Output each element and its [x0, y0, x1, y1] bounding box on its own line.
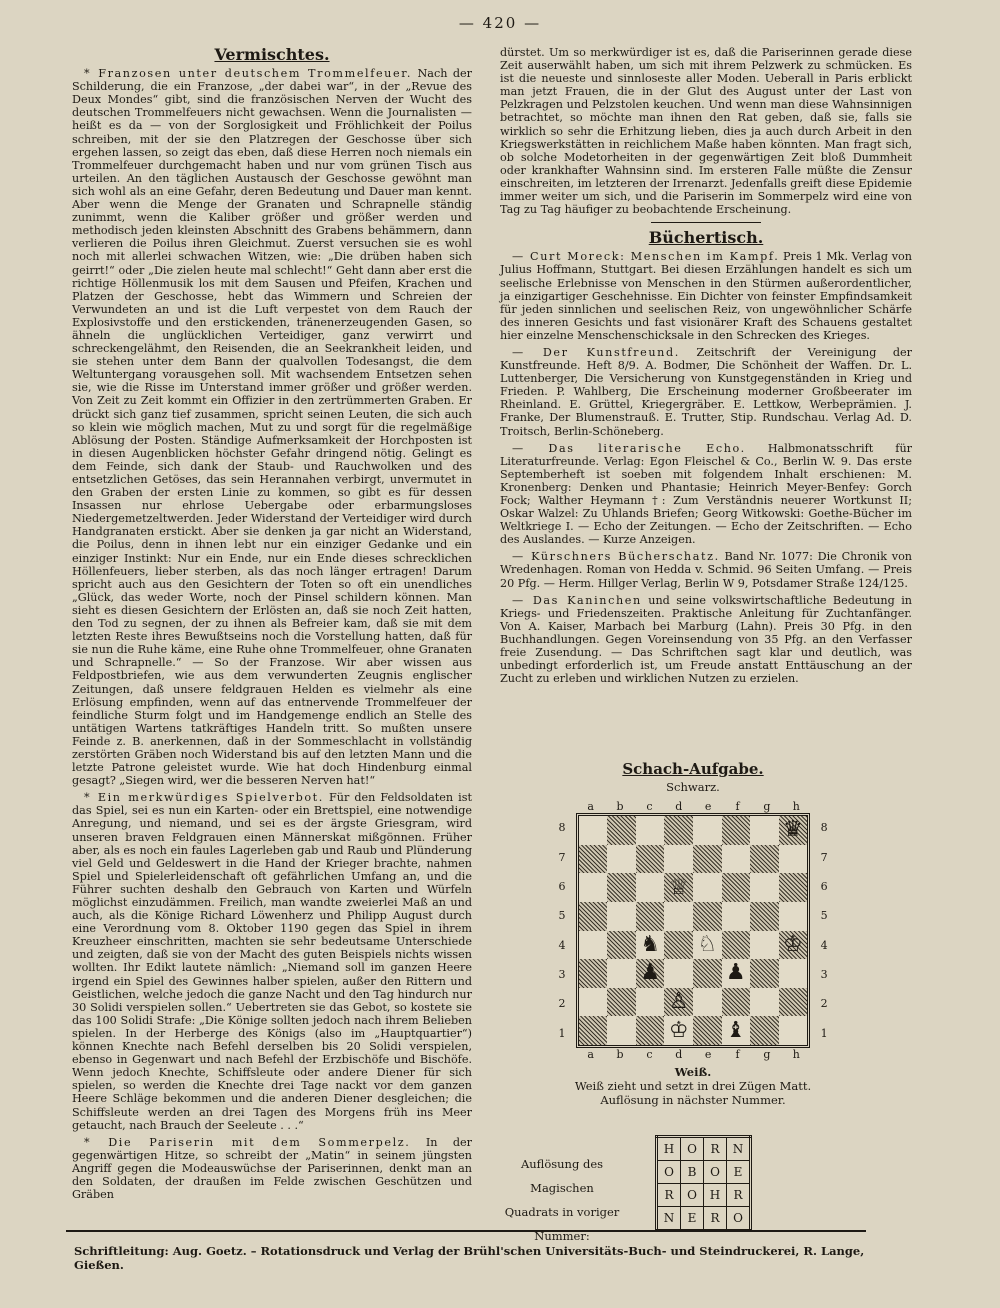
board-square: [779, 816, 808, 845]
rank-label: 7: [820, 850, 828, 864]
section-heading-vermischtes: Vermischtes.: [214, 45, 330, 64]
magic-cell: O: [727, 1207, 751, 1231]
chess-problem: [548, 760, 838, 1107]
rank-labels-left: [548, 813, 576, 1048]
magic-cell: E: [681, 1207, 704, 1231]
board-square: [779, 845, 808, 874]
article-lead: * Franzosen unter deutschem Trommelfeuer.: [84, 67, 413, 81]
rank-label: 3: [820, 968, 828, 982]
board-square: [750, 816, 779, 845]
board-square: [607, 816, 636, 845]
board-square: [750, 873, 779, 902]
article-text: In der gegenwärtigen Hitze, so schreibt der „Matin“ in seinem jüngsten Angriff gegen die Modeauswüchse der Pariserinnen, denkt man an den Soldaten, der draußen im Felde zwischen Geschützen und Gräben: [72, 1135, 473, 1202]
board-square: [607, 1016, 636, 1045]
book-text: Preis 1 Mk. Verlag von Julius Hoffmann, Stuttgart. Bei diesen Erzählungen handelt es sich um seelische Erlebnisse von Menschen in den Stürmen außerordentlicher, ja einzigartiger Geschehnisse. Ein Dichter von feinster Empfindsamkeit für jeden sinnlichen und seelischen Reiz, von ungewöhnlicher Schärfe des inneren Gesichts und fast visionärer Kraft des Schauens gestaltet hier einzelne Menschenschicksale in den Schrecken des Krieges.: [500, 250, 912, 342]
file-labels-bottom: [576, 1048, 811, 1061]
book-review: [500, 594, 912, 686]
page-number: — 420 —: [458, 14, 542, 32]
book-text: Halbmonatsschrift für Literaturfreunde. Verlag: Egon Fleischel & Co., Berlin W. 9. Das erste Septemberheft ist soeben mit folgendem Inhalt erschienen: M. Kronenberg: Denken und Phantasie; Heinrich Meyer-Benfey: Gorch Fock; Walther Heymann †: Zum Verständnis neuerer Wortkunst II; Oskar Walzel: Zu Uhlands Briefen; Georg Witkowski: Goethe-Bücher im Weltkriege I. — Echo der Zeitungen. — Echo der Zeitschriften. — Echo des Auslandes. — Kurze Anzeigen.: [500, 441, 912, 547]
board-square: [664, 1016, 693, 1045]
board-square: [636, 873, 665, 902]
book-lead: — Der Kunstfreund.: [512, 345, 680, 359]
board-square: [579, 988, 608, 1017]
board-square: [664, 931, 693, 960]
board-square: [779, 959, 808, 988]
magic-label-line: Quadrats in voriger: [504, 1205, 620, 1219]
article-lead: * Die Pariserin mit dem Sommerpelz.: [84, 1135, 411, 1149]
file-label: e: [704, 800, 712, 813]
magic-row: [657, 1161, 751, 1184]
chess-piece: ♟: [725, 960, 746, 986]
board-square: [750, 959, 779, 988]
board-square: [579, 816, 608, 845]
magic-square-grid: [655, 1135, 752, 1232]
rank-label: 2: [820, 997, 828, 1011]
board-square: [607, 845, 636, 874]
board-square: [579, 902, 608, 931]
board-square: [693, 931, 722, 960]
board-square: [607, 959, 636, 988]
chess-piece: ♝: [725, 1017, 746, 1043]
article-text: Nach der Schilderung, die ein Franzose, „der dabei war“, in der „Revue des Deux Mondes“ gibt, sind die französischen Nerven der Wucht des deutschen Trommelfeuers nicht gewachsen. Wenn die Journalisten — heißt es da — von der Sorglosigkeit und Fröhlichkeit der Poilus schreiben, mit der sie den Platzregen der Geschosse über sich ergehen lassen, so zeigt das eben, daß diese Herren noch niemals ein Trommelfeuer durchgemacht haben und nur vom grünen Tisch aus urteilen. An den täglichen Austausch der Geschosse gewöhnt man sich wohl als an eine Gefahr, deren Bedeutung und Dauer man kennt. Aber wenn die Menge der Granaten und Schrapnelle ständig zunimmt, wenn die Kaliber größer und größer werden und methodisch jeden kleinsten Abschnitt des Grabens behämmern, dann verlieren die Poilus ihren Gleichmut. Zuerst versuchen sie es wohl noch mit allerlei schwachen Witzen, wie: „Die drüben haben sich geirrt!“ oder „Die zielen heute mal schlecht!“ Geht dann aber erst die richtige Höllenmusik los mit dem Sausen und Pfeifen, Krachen und Platzen der Geschosse, hebt das Wimmern und Schreien der Verwundeten an und ist die Luft verpestet von dem Rauch der Explosivstoffe und den erstickenden, tränenerzeugenden Gasen, so ähneln die unglücklichen Verteidiger, ganz verwirrt und schreckengelähmt, den Reisenden, die an Seekrankheit leiden, und sie stehen unter dem Bann der qualvollen Todesangst, die dem Weltuntergang vorausgehen soll. Mit wachsendem Entsetzen sehen sie, wie die Risse im Unterstand immer größer und größer werden. Von Zeit zu Zeit kommt ein Offizier in den zertrümmerten Graben. Er drückt sich ganz tief zusammen, spricht seinen Leuten, die sich auch so klein wie möglich machen, Mut zu und sorgt für die regelmäßige Ablösung der Posten. Ständige Aufmerksamkeit der Horchposten ist in diesen Augenblicken höchster Gefahr dringend nötig. Gelingt es dem Feinde, sich dank der Staub- und Rauchwolken und des entsetzlichen Getöses, das sein Herannahen verbirgt, unvermutet in den Graben der ersten Linie zu kommen, so gibt es für dessen Insassen nur ehrlose Uebergabe oder erbarmungsloses Niedergemetzeltwerden. Jeder Widerstand der Verteidiger wird durch Handgranaten erstickt. Aber sie denken ja gar nicht an Widerstand, die Poilus, denn in ihnen lebt nur ein einziger Gedanke und ein einziger Instinkt: Nur ein Ende, nur ein Ende dieses schrecklichen Höllenfeuers, lieber sterben, als das noch länger ertragen! Darum spricht auch aus den Gesichtern der Toten so oft ein unendliches „Glück, das weder Worte, noch der Pinsel schildern können. Man sieht es diesen Gesichtern der Erlösten an, daß sie noch Zeit hatten, den Tod zu segnen, der zu ihnen als Befreier kam, daß sie mit dem letzten Reste ihres Bewußtseins noch die Vorstellung hatten, daß für sie nun die Ruhe käme, eine Ruhe ohne Trommelfeuer, ohne Granaten und Schrapnelle.“ — So der Franzose. Wir aber wissen aus Feldpostbriefen, wie aus dem verwunderten Zeugnis englischer Zeitungen, daß unsere feldgrauen Helden es vielmehr als eine Erlösung empfinden, wenn auf das entnervende Trommelfeuer der feindliche Sturm folgt und im Handgemenge endlich an Stelle des untätigen Wartens tatkräftiges Handeln tritt. So mußten unsere Feinde z. B. anerkennen, daß in der Sommeschlacht in vollständig zerstörten Gräben noch Widerstand bis auf den letzten Mann und die letzte Patrone geleistet wurde. Wie hat doch Hindenburg einmal gesagt? „Siegen wird, wer die besseren Nerven hat!“: [72, 67, 472, 788]
chess-piece: ♙: [668, 989, 689, 1015]
board-square: [779, 902, 808, 931]
book-review: [500, 346, 912, 438]
board-square: [750, 931, 779, 960]
rank-label: 6: [558, 879, 566, 893]
board-square: [779, 988, 808, 1017]
board-square: [693, 988, 722, 1017]
rank-label: 8: [558, 821, 566, 835]
board-square: [579, 931, 608, 960]
chess-piece: ♔: [668, 1017, 689, 1043]
file-label: b: [616, 800, 624, 813]
magic-cell: R: [704, 1207, 727, 1231]
file-label: h: [792, 800, 800, 813]
board-square: [636, 988, 665, 1017]
board-square: [636, 1016, 665, 1045]
magic-cell: N: [657, 1207, 681, 1231]
board-square: [722, 931, 751, 960]
article-lead: * Ein merkwürdiges Spielverbot.: [84, 791, 324, 805]
board-square: [579, 1016, 608, 1045]
board-square: [722, 902, 751, 931]
chess-piece: ♞: [640, 931, 661, 957]
board-wrap: [548, 813, 838, 1048]
file-label: c: [646, 800, 653, 813]
book-lead: — Das Kaninchen: [512, 593, 642, 607]
board-square: [579, 845, 608, 874]
file-label: g: [763, 800, 771, 813]
board-square: [693, 959, 722, 988]
file-label: d: [675, 800, 683, 813]
magic-cell: N: [727, 1137, 751, 1161]
rank-label: 4: [820, 938, 828, 952]
magic-cell: R: [657, 1184, 681, 1207]
board-square: [664, 988, 693, 1017]
board-square: [636, 845, 665, 874]
file-label: a: [587, 800, 594, 813]
board-square: [722, 959, 751, 988]
file-label: d: [675, 1048, 683, 1061]
file-label: a: [587, 1048, 594, 1061]
section-heading-buechertisch: Büchertisch.: [648, 228, 764, 248]
chess-side-white: Weiß.: [674, 1065, 712, 1079]
board-square: [607, 931, 636, 960]
board-square: [722, 988, 751, 1017]
file-label: f: [735, 1048, 740, 1061]
file-label: e: [704, 1048, 712, 1061]
left-column: [72, 46, 472, 1226]
magic-cell: O: [704, 1161, 727, 1184]
board-square: [636, 816, 665, 845]
magic-cell: E: [727, 1161, 751, 1184]
magic-cell: R: [704, 1137, 727, 1161]
chess-piece: ♔: [782, 931, 803, 957]
magic-label-line: Auflösung des Magischen: [520, 1157, 604, 1195]
board-square: [664, 816, 693, 845]
right-column: [500, 46, 913, 686]
rank-label: 5: [820, 909, 828, 923]
magic-cell: H: [704, 1184, 727, 1207]
board-square: [722, 845, 751, 874]
chess-board: [576, 813, 810, 1048]
chess-title: Schach-Aufgabe.: [622, 760, 764, 778]
rank-label: 8: [820, 821, 828, 835]
board-square: [779, 1016, 808, 1045]
magic-cell: O: [681, 1184, 704, 1207]
rank-label: 1: [558, 1026, 566, 1040]
board-square: [579, 959, 608, 988]
board-square: [664, 845, 693, 874]
magic-row: [657, 1207, 751, 1231]
article-paragraph: [72, 67, 472, 787]
magic-cell: B: [681, 1161, 704, 1184]
article-text: Für den Feldsoldaten ist das Spiel, sei es nun ein Karten- oder ein Brettspiel, eine notwendige Anregung, und niemand, und sei es der ärgste Griesgram, wird unseren braven Feldgrauen einen Männerskat mißgönnen. Früher aber, als es noch ein faules Lagerleben gab und Raub und Plünderung viel Geld und Geldeswert in die Hand der Krieger brachte, nahmen Spiel und Spielerleidenschaft oft gefährlichen Umfang an, und die Führer suchten deshalb den Gebrauch von Karten und Würfeln möglichst einzudämmen. Freilich, man wandte zweierlei Maß an und auch, als die Könige Richard Löwenherz und Philipp August durch eine Verordnung vom 8. Oktober 1190 gegen das Spiel in ihrem Kreuzheer einschritten, machten sie sehr bedeutsame Unterschiede und zeigten, daß sie von der Macht des guten Beispiels nichts wissen wollten. Ihr Edikt lautete nämlich: „Niemand soll im ganzen Heere irgend ein Spiel des Gewinnes halber spielen, außer den Rittern und Geistlichen, welche jedoch die ganze Nacht und den Tag hindurch nur 30 Solidi verspielen sollen.“ Uebertreten sie das Gebot, so kostete sie das 100 Solidi Strafe: „Die Könige sollten jedoch nach ihrem Belieben spielen. In der Herberge des Königs (also im „Hauptquartier“) können Knechte nach Befehl derselben bis 20 Solidi verspielen, ebenso in Gegenwart und nach Befehl der Erzbischöfe und Bischöfe. Wenn jedoch Knechte, Schiffsleute oder andere Diener für sich spielen, so werden die Knechte drei Tage nackt vor dem ganzen Heere Schläge bekommen und die anderen Diener desgleichen; die Schiffsleute werden an drei Tagen des Morgens früh ins Meer getaucht, nach Brauch der Seeleute . . .“: [72, 791, 473, 1132]
magic-cell: O: [657, 1161, 681, 1184]
board-square: [579, 873, 608, 902]
board-square: [607, 873, 636, 902]
rank-label: 7: [558, 850, 566, 864]
rank-label: 1: [820, 1026, 828, 1040]
board-square: [664, 873, 693, 902]
rank-label: 3: [558, 968, 566, 982]
book-review: [500, 442, 912, 547]
rank-label: 6: [820, 879, 828, 893]
board-square: [607, 902, 636, 931]
article-paragraph: [72, 1136, 472, 1201]
file-label: h: [792, 1048, 800, 1061]
board-square: [722, 873, 751, 902]
book-lead: — Curt Moreck: Menschen im Kampf.: [512, 250, 780, 264]
board-square: [750, 988, 779, 1017]
chess-piece: ♕: [668, 874, 689, 900]
file-labels-top: [576, 800, 811, 813]
board-square: [693, 845, 722, 874]
board-square: [750, 1016, 779, 1045]
chess-note: Auflösung in nächster Nummer.: [600, 1093, 786, 1107]
divider: [651, 222, 761, 223]
board-square: [722, 1016, 751, 1045]
book-review: [500, 550, 912, 589]
rank-label: 5: [558, 909, 566, 923]
board-square: [693, 1016, 722, 1045]
file-label: c: [646, 1048, 653, 1061]
chess-piece: ♟: [640, 960, 661, 986]
board-square: [607, 988, 636, 1017]
board-square: [750, 902, 779, 931]
footer-rule: [66, 1230, 866, 1232]
board-square: [636, 931, 665, 960]
board-square: [779, 931, 808, 960]
article-paragraph: [72, 791, 472, 1131]
book-text: Zeitschrift der Vereinigung der Kunstfreunde. Heft 8/9. A. Bodmer, Die Schönheit der Waffen. Dr. L. Luttenberger, Die Versicherung von Kunstgegenständen in Krieg und Frieden. P. Wahlberg, Die Erscheinung moderner Großbeerater im Rheinland. E. Grüttel, Kriegergräber. E. Lettkow, Werbeprämien. J. Franke, Der Blumenstrauß. E. Trutter, Stip. Rundschau. Verlag Ad. D. Troitsch, Berlin-Schöneberg.: [500, 345, 912, 438]
board-square: [664, 902, 693, 931]
board-square: [693, 873, 722, 902]
board-square: [636, 959, 665, 988]
chess-piece: ♘: [697, 931, 718, 957]
article-continuation: dürstet. Um so merkwürdiger ist es, daß die Pariserinnen gerade diese Zeit auserwählt haben, um sich mit ihrem Pelzwerk zu schmücken. Es ist die neueste und sinnloseste aller Moden. Ueberall in Paris erblickt man jetzt Frauen, die in der Glut des August unter der Last von Pelzkragen und Pelzstolen keuchen. Und wenn man diese Wahnsinnigen betrachtet, so möchte man ihnen den Rat geben, daß sie, falls sie wirklich so sehr die Erhitzung lieben, dies ja auch durch Arbeit in den Kriegswerkstätten in reichlichem Maße haben könnten. Man fragt sich, ob solche Modetorheiten in der gegenwärtigen Zeit bloß Dummheit oder krankhafter Wahnsinn sind. Im ersteren Falle müßte die Zensur einschreiten, im letzteren der Irrenarzt. Jedenfalls greift diese Epidemie immer weiter um sich, und die Pariserin im Sommerpelz wird eine von Tag zu Tag häufiger zu beobachtende Erscheinung.: [500, 46, 912, 217]
chess-piece: ♛: [782, 817, 803, 843]
board-square: [664, 959, 693, 988]
imprint-footer: Schriftleitung: Aug. Goetz. – Rotationsdruck und Verlag der Brühl'schen Universitäts-Buch- und Steindruckerei, R. Lange, Gießen.: [74, 1244, 865, 1272]
book-review: [500, 250, 912, 342]
book-lead: — Kürschners Bücherschatz.: [512, 550, 720, 564]
board-square: [779, 873, 808, 902]
board-square: [693, 902, 722, 931]
book-text: und seine volkswirtschaftliche Bedeutung in Kriegs- und Friedenszeiten. Praktische Anleitung für Zuchtanfänger. Von A. Kaiser, Marbach bei Marburg (Lahn). Preis 30 Pfg. in den Buchhandlungen. Gegen Voreinsendung von 35 Pfg. an den Verfasser freie Zusendung. — Das Schriftchen sagt klar und deutlich, was unbedingt erforderlich ist, um Freude anstatt Enttäuschung an der Zucht zu erleben und wirklichen Nutzen zu erzielen.: [500, 593, 913, 686]
file-label: g: [763, 1048, 771, 1061]
board-square: [636, 902, 665, 931]
file-label: f: [735, 800, 740, 813]
magic-square-label: [488, 1152, 636, 1248]
board-square: [693, 816, 722, 845]
magic-row: [657, 1137, 751, 1161]
magic-cell: R: [727, 1184, 751, 1207]
file-label: b: [616, 1048, 624, 1061]
rank-labels-right: [810, 813, 838, 1048]
book-text: Band Nr. 1077: Die Chronik von Wredenhagen. Roman von Hedda v. Schmid. 96 Seiten Umfang. — Preis 20 Pfg. — Herm. Hillger Verlag, Berlin W 9, Potsdamer Straße 124/125.: [500, 550, 913, 590]
magic-row: [657, 1184, 751, 1207]
magic-cell: H: [657, 1137, 681, 1161]
magic-label-line: Nummer:: [534, 1229, 590, 1243]
magic-cell: O: [681, 1137, 704, 1161]
chess-side-black: Schwarz.: [666, 780, 720, 794]
rank-label: 2: [558, 997, 566, 1011]
book-lead: — Das literarische Echo.: [512, 441, 746, 455]
rank-label: 4: [558, 938, 566, 952]
board-square: [750, 845, 779, 874]
chess-task: Weiß zieht und setzt in drei Zügen Matt.: [574, 1079, 812, 1093]
board-square: [722, 816, 751, 845]
